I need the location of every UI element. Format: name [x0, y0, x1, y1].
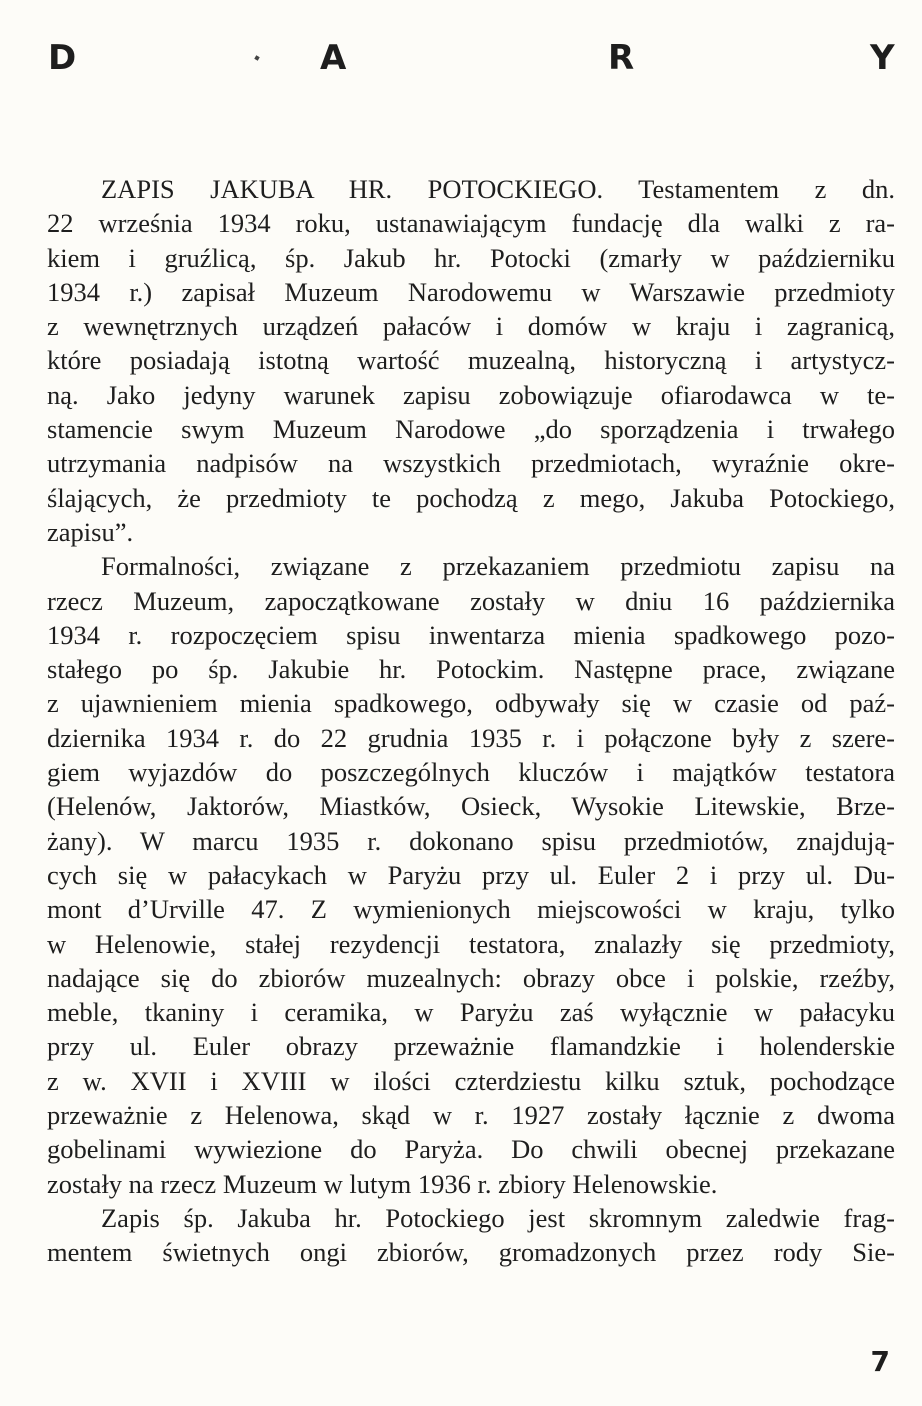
text-line: 22 września 1934 roku, ustanawiającym fundację dla walki z ra- — [47, 208, 895, 239]
page-number: 7 — [870, 1345, 890, 1378]
text-line: utrzymania nadpisów na wszystkich przedmiotach, wyraźnie okre- — [47, 448, 895, 479]
text-line: giem wyjazdów do poszczególnych kluczów i majątków testatora — [47, 757, 895, 788]
text-line: z w. XVII i XVIII w ilości czterdziestu kilku sztuk, pochodzące — [47, 1065, 895, 1096]
text-line: ślających, że przedmioty te pochodzą z mego, Jakuba Potockiego, — [47, 482, 895, 513]
text-line: Zapis śp. Jakuba hr. Potockiego jest skromnym zaledwie frag- — [101, 1202, 895, 1233]
text-line: meble, tkaniny i ceramika, w Paryżu zaś wyłącznie w pałacyku — [47, 997, 895, 1028]
text-line: ZAPIS JAKUBA HR. POTOCKIEGO. Testamentem z dn. — [101, 174, 895, 204]
text-line: rzecz Muzeum, zapoczątkowane zostały w dniu 16 października — [47, 585, 895, 616]
text-line: cych się w pałacykach w Paryżu przy ul. Euler 2 i przy ul. Du- — [47, 859, 895, 890]
text-line: z ujawnieniem mienia spadkowego, odbywały się w czasie od paź- — [47, 688, 895, 719]
text-line: (Helenów, Jaktorów, Miastków, Osieck, Wysokie Litewskie, Brze- — [47, 791, 895, 822]
paragraph-3 — [47, 1201, 895, 1270]
text-line: które posiadają istotną wartość muzealną, historyczną i artystycz- — [47, 345, 895, 376]
paragraph-1 — [47, 172, 895, 549]
text-line: Formalności, związane z przekazaniem przedmiotu zapisu na — [101, 551, 895, 582]
print-mark — [254, 55, 259, 60]
body-text — [47, 172, 895, 1270]
paragraph-2 — [47, 549, 895, 1201]
header-letter: A — [320, 38, 347, 78]
text-line: ną. Jako jedyny warunek zapisu zobowiązuje ofiarodawca w te- — [47, 379, 895, 410]
text-line: w Helenowie, stałej rezydencji testatora, znalazły się przedmioty, — [47, 928, 895, 959]
text-line: mentem świetnych ongi zbiorów, gromadzonych przez rody Sie- — [47, 1237, 895, 1268]
text-line: nadające się do zbiorów muzealnych: obrazy obce i polskie, rzeźby, — [47, 962, 895, 993]
text-line: stałego po śp. Jakubie hr. Potockim. Następne prace, związane — [47, 654, 895, 685]
text-line: 1934 r.) zapisał Muzeum Narodowemu w Warszawie przedmioty — [47, 276, 895, 307]
text-line: dziernika 1934 r. do 22 grudnia 1935 r. i połączone były z szere- — [47, 722, 895, 753]
header-letter: D — [48, 38, 77, 78]
text-line: zapisu”. — [47, 516, 134, 547]
text-line: kiem i gruźlicą, śp. Jakub hr. Potocki (zmarły w październiku — [47, 242, 895, 273]
header-letter: R — [608, 38, 635, 78]
text-line: przy ul. Euler obrazy przeważnie flamandzkie i holenderskie — [47, 1031, 895, 1062]
text-line: mont d’Urville 47. Z wymienionych miejscowości w kraju, tylko — [47, 894, 895, 925]
text-line: stamencie swym Muzeum Narodowe „do sporządzenia i trwałego — [47, 414, 895, 445]
text-line: gobelinami wywiezione do Paryża. Do chwili obecnej przekazane — [47, 1134, 895, 1165]
text-line: zostały na rzecz Muzeum w lutym 1936 r. zbiory Helenowskie. — [47, 1168, 718, 1199]
text-line: żany). W marcu 1935 r. dokonano spisu przedmiotów, znajdują- — [47, 825, 895, 856]
section-header — [48, 36, 896, 84]
text-line: 1934 r. rozpoczęciem spisu inwentarza mienia spadkowego pozo- — [47, 619, 895, 650]
header-letter: Y — [870, 38, 895, 78]
text-line: przeważnie z Helenowa, skąd w r. 1927 zostały łącznie z dwoma — [47, 1100, 895, 1131]
text-line: z wewnętrznych urządzeń pałaców i domów w kraju i zagranicą, — [47, 311, 895, 342]
